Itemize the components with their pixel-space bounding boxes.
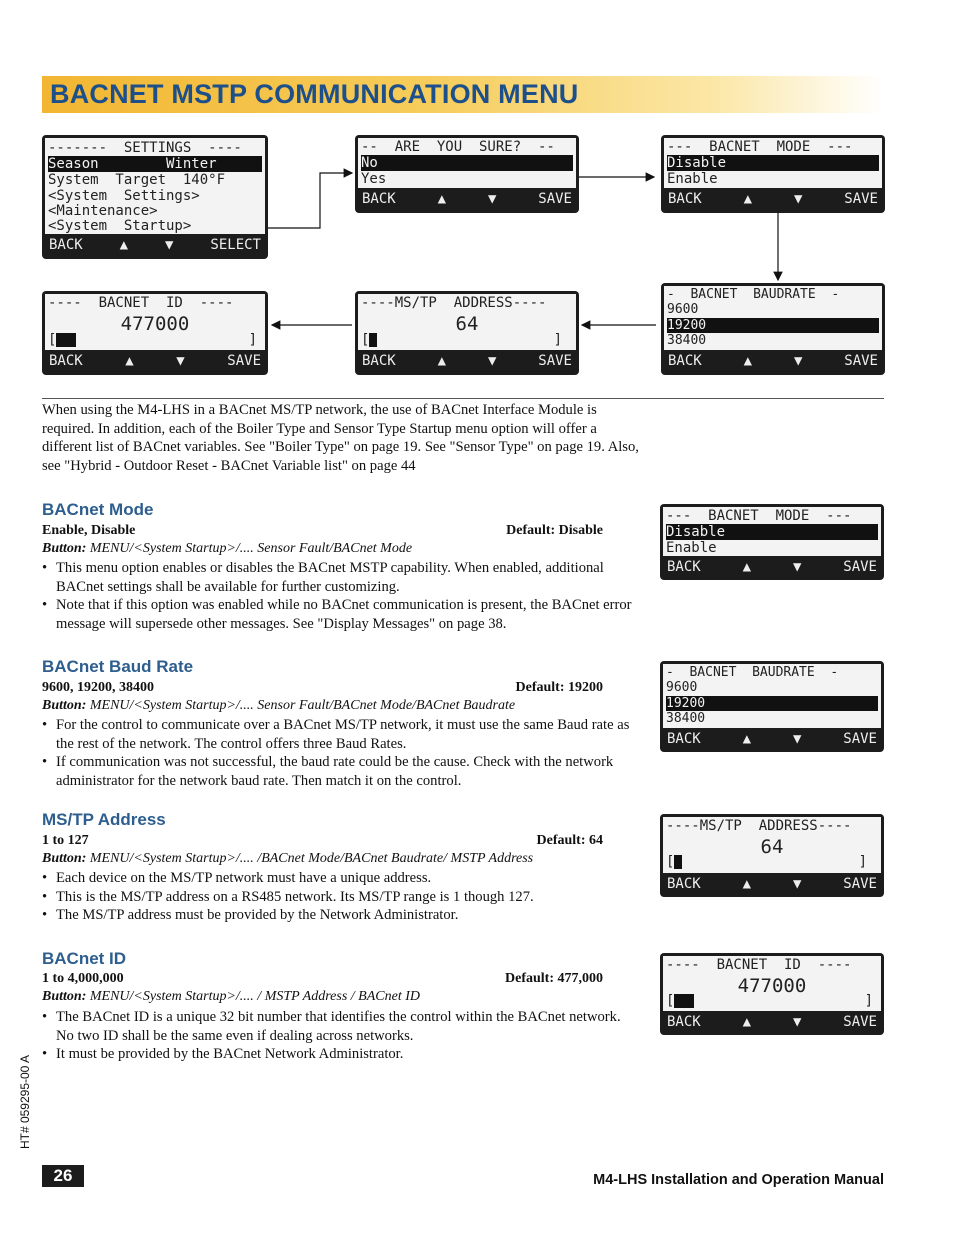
default-label: Default: 477,000 — [505, 971, 603, 986]
softkey-bar — [663, 873, 881, 894]
lcd-value: 64 — [455, 313, 479, 335]
lcd-row: -- ARE YOU SURE? -- — [361, 139, 555, 155]
options-label: Enable, Disable — [42, 523, 136, 538]
list-item: • This is the MS/TP address on a RS485 network. Its MS/TP range is 1 though 127. — [42, 888, 637, 907]
lcd-row-selected: 19200 — [667, 318, 879, 333]
up-arrow-icon: ▲ — [742, 730, 752, 747]
intro-paragraph: When using the M4-LHS in a BACnet MS/TP network, the use of BACnet Interface Module is required. In addition, each of the Boiler Type and Sensor Type Startup menu option will offer a different list of BACnet variables. See "Boiler Type" on page 19. See "Sensor Type" on page 19. Also, see "Hybrid - Outdoor Reset - BACnet Variable list" on page 44 — [42, 402, 639, 474]
save-key: SAVE — [227, 353, 261, 369]
lcd-row: System Target 140°F — [48, 172, 226, 188]
button-path: Button: MENU/<System Startup>/.... Sensor Fault/BACnet Mode — [42, 541, 413, 556]
section-heading-bacnet-id: BACnet ID — [42, 949, 127, 968]
lcd-row: ----MS/TP ADDRESS---- — [666, 818, 852, 834]
back-key: BACK — [668, 191, 702, 207]
lcd-row: 9600 — [667, 302, 699, 317]
lcd-row: ---- BACNET ID ---- — [666, 957, 852, 973]
back-key: BACK — [667, 875, 701, 892]
save-key: SAVE — [844, 353, 878, 369]
lcd-bracket-close: ] — [553, 332, 562, 348]
lcd-bacnet-mode-detail — [660, 504, 884, 580]
page-title: BACNET MSTP COMMUNICATION MENU — [50, 79, 579, 109]
softkey-bar — [358, 350, 576, 372]
cursor-icon — [369, 333, 377, 347]
back-key: BACK — [49, 353, 83, 369]
divider — [42, 398, 884, 399]
bullet-list — [42, 716, 637, 790]
down-arrow-icon: ▼ — [176, 353, 185, 369]
button-path: Button: MENU/<System Startup>/.... /BACnet Mode/BACnet Baudrate/ MSTP Address — [42, 851, 534, 866]
back-key: BACK — [668, 353, 702, 369]
back-key: BACK — [49, 237, 83, 253]
lcd-row: - BACNET BAUDRATE - — [667, 287, 840, 302]
lcd-row-selected: 19200 — [666, 696, 878, 711]
lcd-row: - BACNET BAUDRATE - — [666, 665, 839, 680]
lcd-row: Yes — [361, 171, 387, 187]
lcd-bracket-open: [ — [666, 854, 682, 870]
list-item: • It must be provided by the BACnet Network Administrator. — [42, 1045, 637, 1064]
save-key: SAVE — [538, 191, 572, 207]
save-key: SAVE — [843, 558, 877, 575]
softkey-bar — [663, 1011, 881, 1032]
lcd-row-selected: No — [361, 155, 573, 171]
lcd-bracket-open: [ — [361, 332, 377, 348]
lcd-row: 38400 — [667, 333, 707, 348]
lcd-row: ----MS/TP ADDRESS---- — [361, 295, 547, 311]
softkey-bar — [45, 234, 265, 256]
lcd-value: 477000 — [737, 975, 807, 997]
softkey-bar — [358, 188, 576, 210]
up-arrow-icon: ▲ — [742, 558, 752, 575]
lcd-mstp-address — [355, 291, 579, 375]
select-key: SELECT — [210, 237, 261, 253]
lcd-bacnet-mode — [661, 135, 885, 213]
down-arrow-icon: ▼ — [792, 730, 802, 747]
up-arrow-icon: ▲ — [125, 353, 134, 369]
softkey-bar — [45, 350, 265, 372]
document-code — [15, 1050, 35, 1165]
down-arrow-icon: ▼ — [792, 558, 802, 575]
lcd-row: Enable — [666, 540, 717, 556]
default-label: Default: Disable — [506, 523, 603, 538]
down-arrow-icon: ▼ — [165, 237, 174, 253]
title-bar — [42, 76, 884, 113]
lcd-row: ------- SETTINGS ---- — [48, 140, 242, 156]
cursor-icon — [674, 994, 694, 1008]
down-arrow-icon: ▼ — [793, 191, 803, 207]
list-item: • The MS/TP address must be provided by the Network Administrator. — [42, 906, 637, 925]
list-item: • If communication was not successful, the baud rate could be the cause. Check with the network administrator for the network baud rate. Then match it on the control. — [42, 753, 637, 790]
back-key: BACK — [362, 353, 396, 369]
options-label: 1 to 127 — [42, 833, 89, 848]
save-key: SAVE — [843, 1013, 877, 1030]
button-path: Button: MENU/<System Startup>/.... Sensor Fault/BACnet Mode/BACnet Baudrate — [42, 698, 516, 713]
back-key: BACK — [362, 191, 396, 207]
lcd-bracket-close: ] — [864, 993, 873, 1009]
cursor-icon — [56, 333, 76, 347]
save-key: SAVE — [843, 730, 877, 747]
options-label: 9600, 19200, 38400 — [42, 680, 154, 695]
down-arrow-icon: ▼ — [792, 1013, 802, 1030]
softkey-bar — [664, 188, 882, 210]
back-key: BACK — [667, 558, 701, 575]
up-arrow-icon: ▲ — [437, 353, 447, 369]
document-code-text: HT# 059295-00 A — [18, 1054, 32, 1150]
up-arrow-icon: ▲ — [119, 237, 129, 253]
lcd-row: --- BACNET MODE --- — [666, 508, 852, 524]
list-item: • This menu option enables or disables the BACnet MSTP capability. When enabled, additional BACnet settings shall be available for further customizing. — [42, 559, 637, 596]
up-arrow-icon: ▲ — [742, 875, 752, 892]
default-label: Default: 64 — [536, 833, 603, 848]
section-heading-bacnet-mode: BACnet Mode — [42, 500, 154, 519]
lcd-bacnet-baudrate-detail — [660, 661, 884, 752]
lcd-are-you-sure — [355, 135, 579, 213]
lcd-row: ---- BACNET ID ---- — [48, 295, 234, 311]
lcd-bacnet-id — [42, 291, 268, 375]
down-arrow-icon: ▼ — [793, 353, 803, 369]
bullet-list — [42, 869, 637, 925]
arrow-settings-to-sure — [268, 173, 352, 228]
page-number: 26 — [42, 1165, 84, 1187]
lcd-row: 38400 — [666, 711, 706, 726]
lcd-bacnet-baudrate — [661, 283, 885, 375]
lcd-bracket-close: ] — [858, 854, 867, 870]
button-path: Button: MENU/<System Startup>/.... / MSTP Address / BACnet ID — [42, 989, 420, 1004]
down-arrow-icon: ▼ — [792, 875, 802, 892]
list-item: • The BACnet ID is a unique 32 bit number that identifies the control within the BACnet network. No two ID shall be the same even if dealing across networks. — [42, 1008, 637, 1045]
lcd-bacnet-id-detail — [660, 953, 884, 1035]
default-label: Default: 19200 — [515, 680, 603, 695]
lcd-value: 477000 — [120, 313, 190, 335]
lcd-row: <System Startup> — [48, 218, 192, 234]
up-arrow-icon: ▲ — [742, 1013, 752, 1030]
softkey-bar — [663, 556, 881, 577]
lcd-row: 9600 — [666, 680, 698, 695]
footer-title: M4-LHS Installation and Operation Manual — [593, 1172, 884, 1188]
back-key: BACK — [667, 1013, 701, 1030]
lcd-row: --- BACNET MODE --- — [667, 139, 853, 155]
lcd-row: <Maintenance> — [48, 203, 158, 219]
section-heading-baud-rate: BACnet Baud Rate — [42, 657, 194, 676]
bullet-list — [42, 1008, 637, 1064]
softkey-bar — [664, 350, 882, 372]
down-arrow-icon: ▼ — [487, 191, 497, 207]
bullet-list — [42, 559, 637, 633]
section-heading-mstp-address: MS/TP Address — [42, 810, 166, 829]
up-arrow-icon: ▲ — [437, 191, 447, 207]
save-key: SAVE — [843, 875, 877, 892]
up-arrow-icon: ▲ — [743, 191, 753, 207]
save-key: SAVE — [538, 353, 572, 369]
lcd-row-selected: Disable — [666, 524, 878, 540]
lcd-bracket-open: [ — [48, 332, 76, 348]
lcd-settings — [42, 135, 268, 259]
lcd-row-selected: Season Winter — [48, 156, 262, 172]
lcd-row: <System Settings> — [48, 188, 200, 204]
options-label: 1 to 4,000,000 — [42, 971, 124, 986]
lcd-row: Enable — [667, 171, 718, 187]
up-arrow-icon: ▲ — [743, 353, 753, 369]
back-key: BACK — [667, 730, 701, 747]
list-item: • For the control to communicate over a BACnet MS/TP network, it must use the same Baud rate as the rest of the network. The control offers three Baud Rates. — [42, 716, 637, 753]
lcd-row-selected: Disable — [667, 155, 879, 171]
list-item: • Each device on the MS/TP network must have a unique address. — [42, 869, 637, 888]
cursor-icon — [674, 855, 682, 869]
down-arrow-icon: ▼ — [487, 353, 497, 369]
lcd-value: 64 — [760, 836, 784, 858]
lcd-bracket-open: [ — [666, 993, 694, 1009]
softkey-bar — [663, 728, 881, 749]
lcd-bracket-close: ] — [248, 332, 257, 348]
list-item: • Note that if this option was enabled while no BACnet communication is present, the BACnet error message will supersede other messages. See "Display Messages" on page 38. — [42, 596, 637, 633]
save-key: SAVE — [844, 191, 878, 207]
lcd-mstp-address-detail — [660, 814, 884, 897]
